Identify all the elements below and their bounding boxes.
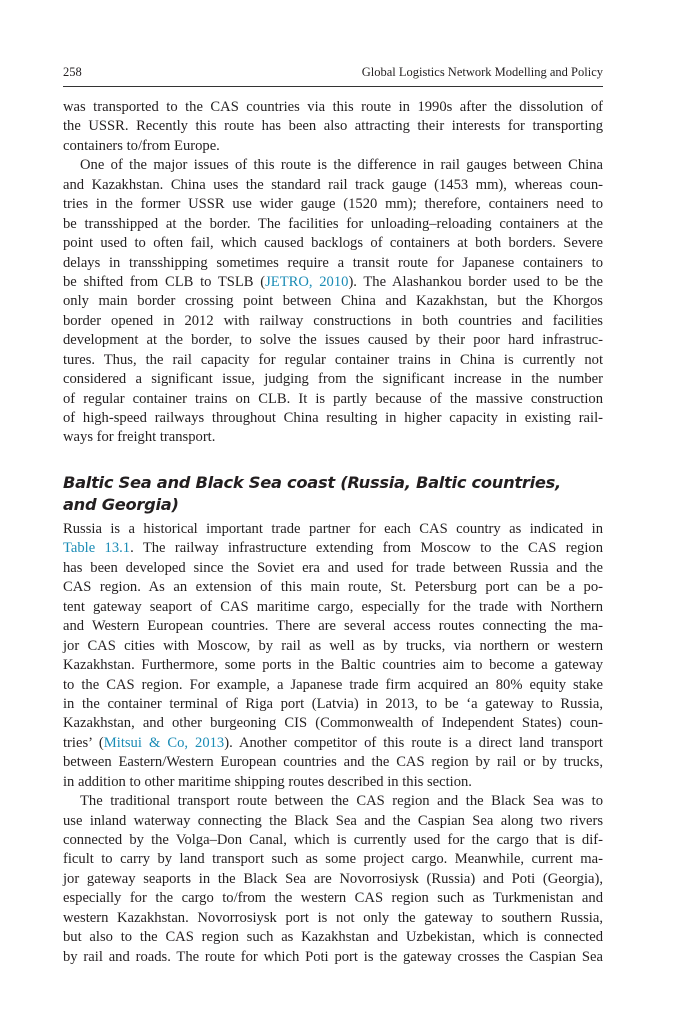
text-line bbox=[63, 850, 603, 869]
text-segment: jor gateway seaports in the Black Sea are Novorrosiysk (Russia) and Poti (Georgia), bbox=[63, 870, 603, 887]
text-segment: to the CAS region. For example, a Japanese trade firm acquired an 80% equity stake bbox=[63, 676, 603, 693]
text-line bbox=[63, 656, 603, 675]
text-segment: tent gateway seaport of CAS maritime cargo, especially for the trade with Northern bbox=[63, 598, 603, 615]
citation-link[interactable]: Table 13.1 bbox=[63, 540, 131, 557]
text-line bbox=[63, 889, 603, 908]
text-segment: ways for freight transport. bbox=[63, 429, 216, 446]
text-segment: in addition to other maritime shipping routes described in this section. bbox=[63, 773, 472, 790]
text-line bbox=[63, 331, 603, 350]
section-heading bbox=[63, 472, 603, 516]
text-segment: be shifted from CLB to TSLB ( bbox=[63, 273, 266, 290]
text-line bbox=[63, 539, 603, 558]
text-line bbox=[63, 520, 603, 539]
text-segment: containers to/from Europe. bbox=[63, 137, 220, 154]
text-line bbox=[63, 428, 603, 447]
text-segment: especially for the cargo to/from the western CAS region such as Turkmenistan and bbox=[63, 890, 603, 907]
text-line bbox=[63, 928, 603, 947]
text-segment: between Eastern/Western European countries and the CAS region by rail or by trucks, bbox=[63, 754, 603, 771]
text-segment: of high-speed railways throughout China resulting in higher capacity in existing rail- bbox=[63, 410, 603, 426]
text-segment: of regular container trains on CLB. It is partly because of the massive construction bbox=[63, 390, 603, 407]
text-segment: connected by the Volga–Don Canal, which is currently used for the cargo that is dif- bbox=[63, 832, 603, 848]
text-line bbox=[63, 292, 603, 311]
text-line bbox=[63, 273, 603, 292]
text-segment: western Kazakhstan. Novorrosiysk port is not only the gateway to southern Russia, bbox=[63, 909, 603, 926]
text-line bbox=[63, 598, 603, 617]
text-line bbox=[63, 792, 603, 811]
text-line bbox=[63, 676, 603, 695]
text-segment: was transported to the CAS countries via this route in 1990s after the dissolution of bbox=[63, 99, 603, 115]
text-line bbox=[63, 695, 603, 714]
text-line bbox=[63, 137, 603, 156]
text-segment: but also to the CAS region such as Kazakhstan and Uzbekistan, which is connected bbox=[63, 929, 603, 946]
text-line bbox=[63, 176, 603, 195]
text-segment: Kazakhstan. Furthermore, some ports in the Baltic countries aim to become a gateway bbox=[63, 657, 603, 674]
text-segment: ). The Alashankou border used to be the bbox=[348, 273, 604, 290]
text-line bbox=[63, 773, 603, 792]
text-segment: and Western European countries. There are several access routes connecting the ma- bbox=[63, 618, 603, 635]
header-rule bbox=[63, 86, 603, 87]
text-segment: only main border crossing point between China and Kazakhstan, but the Khorgos bbox=[63, 293, 603, 310]
text-line bbox=[63, 390, 603, 409]
text-segment: has been developed since the Soviet era and used for trade between Russia and the bbox=[63, 559, 603, 576]
text-segment: tries’ ( bbox=[63, 734, 104, 751]
text-segment: development at the border, to solve the issues caused by their poor hard infrastruc- bbox=[63, 332, 603, 349]
text-line bbox=[63, 714, 603, 733]
text-segment: ficult to carry by land transport such as some project cargo. Meanwhile, current ma- bbox=[63, 851, 603, 868]
text-line bbox=[63, 215, 603, 234]
text-line bbox=[63, 312, 603, 331]
text-line bbox=[63, 98, 603, 117]
text-line bbox=[63, 117, 603, 136]
text-line bbox=[63, 734, 603, 753]
text-line bbox=[63, 156, 603, 175]
text-line bbox=[63, 234, 603, 253]
text-line bbox=[63, 753, 603, 772]
section-heading-line: Baltic Sea and Black Sea coast (Russia, Baltic countries, bbox=[63, 473, 561, 492]
section-heading-line: and Georgia) bbox=[63, 495, 179, 514]
text-segment: Kazakhstan, and other burgeoning CIS (Commonwealth of Independent States) coun- bbox=[63, 715, 603, 732]
text-segment: CAS region. As an extension of this main route, St. Petersburg port can be a po- bbox=[63, 579, 603, 596]
running-header bbox=[63, 63, 603, 85]
text-segment: by rail and roads. The route for which Poti port is the gateway crosses the Caspian Sea bbox=[63, 948, 603, 965]
body-text-section-2 bbox=[63, 520, 603, 967]
text-line bbox=[63, 351, 603, 370]
text-line bbox=[63, 370, 603, 389]
body-text-section-1 bbox=[63, 98, 603, 448]
page-number: 258 bbox=[63, 65, 82, 79]
text-segment: considered a significant issue, judging from the significant increase in the number bbox=[63, 371, 603, 388]
text-line bbox=[63, 578, 603, 597]
text-line bbox=[63, 831, 603, 850]
citation-link[interactable]: Mitsui & Co, 2013 bbox=[103, 734, 225, 751]
text-segment: jor CAS cities with Moscow, by rail as well as by trucks, via northern or western bbox=[63, 637, 603, 654]
text-segment: The traditional transport route between the CAS region and the Black Sea was to bbox=[80, 793, 603, 810]
text-segment: use inland waterway connecting the Black Sea and the Caspian Sea along two rivers bbox=[63, 812, 603, 829]
text-line bbox=[63, 409, 603, 428]
text-segment: in the container terminal of Riga port (Latvia) in 2013, to be ‘a gateway to Russia, bbox=[63, 695, 603, 712]
text-line bbox=[63, 617, 603, 636]
text-segment: tures. Thus, the rail capacity for regular container trains in China is currently not bbox=[63, 351, 603, 368]
text-line bbox=[63, 870, 603, 889]
text-line bbox=[63, 637, 603, 656]
text-line bbox=[63, 254, 603, 273]
text-segment: border opened in 2012 with railway constructions in both countries and facilities bbox=[63, 312, 603, 329]
text-segment: ). Another competitor of this route is a direct land transport bbox=[224, 734, 603, 751]
text-segment: One of the major issues of this route is the difference in rail gauges between China bbox=[80, 157, 603, 174]
citation-link[interactable]: JETRO, 2010 bbox=[265, 273, 349, 290]
text-segment: point used to often fail, which caused backlogs of containers at both borders. Severe bbox=[63, 235, 603, 252]
text-line bbox=[63, 812, 603, 831]
text-line bbox=[63, 195, 603, 214]
text-segment: be transshipped at the border. The facilities for unloading–reloading containers at the bbox=[63, 215, 603, 232]
text-line bbox=[63, 948, 603, 967]
text-segment: delays in transshipping sometimes require a transit route for Japanese containers to bbox=[63, 254, 603, 271]
text-segment: . The railway infrastructure extending from Moscow to the CAS region bbox=[130, 540, 603, 557]
running-title: Global Logistics Network Modelling and Policy bbox=[361, 65, 603, 79]
text-segment: Russia is a historical important trade partner for each CAS country as indicated in bbox=[63, 521, 603, 537]
text-line bbox=[63, 909, 603, 928]
text-segment: and Kazakhstan. China uses the standard rail track gauge (1453 mm), whereas coun- bbox=[63, 176, 603, 193]
text-segment: the USSR. Recently this route has been also attracting their interests for transporting bbox=[63, 118, 603, 135]
text-segment: tries in the former USSR use wider gauge (1520 mm); therefore, containers need to bbox=[63, 196, 603, 213]
text-line bbox=[63, 559, 603, 578]
